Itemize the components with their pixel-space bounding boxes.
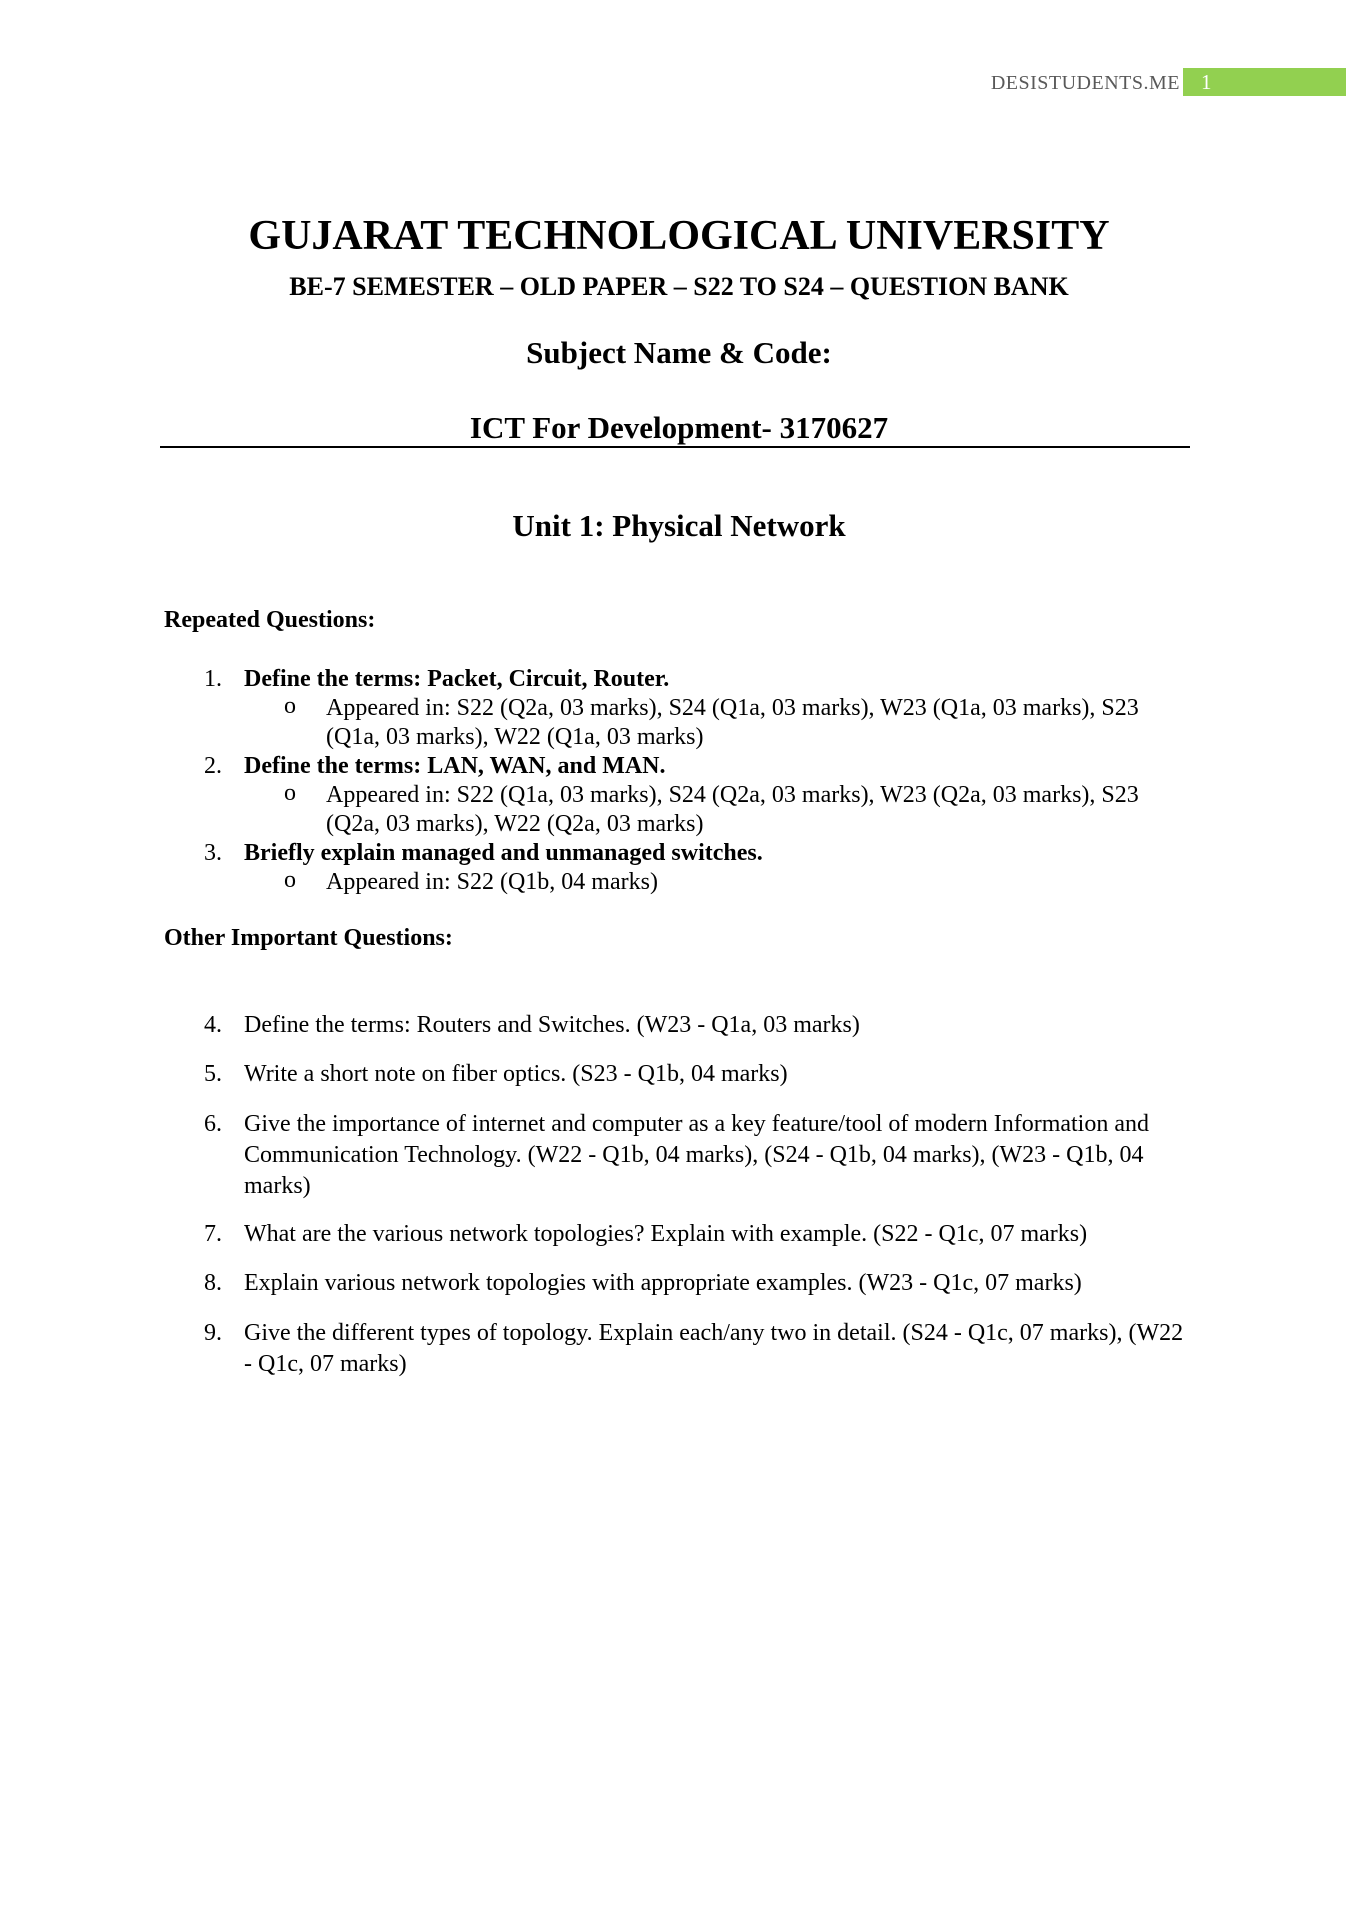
list-item bbox=[164, 1269, 1194, 1298]
document-subtitle: BE-7 SEMESTER – OLD PAPER – S22 TO S24 – QUESTION BANK bbox=[289, 272, 1069, 301]
item-number: 6. bbox=[204, 1111, 222, 1137]
list-sub-item bbox=[164, 781, 1194, 810]
other-questions-heading: Other Important Questions: bbox=[164, 925, 453, 951]
list-item bbox=[164, 752, 1194, 781]
appeared-line: (Q1a, 03 marks), W22 (Q1a, 03 marks) bbox=[326, 724, 704, 750]
list-item bbox=[164, 1109, 1194, 1202]
item-number: 4. bbox=[204, 1012, 222, 1038]
bullet: o bbox=[284, 693, 296, 719]
list-item bbox=[164, 1220, 1194, 1249]
appeared-line: Appeared in: S22 (Q1b, 04 marks) bbox=[326, 869, 658, 895]
list-item bbox=[164, 1318, 1194, 1380]
site-name: DESISTUDENTS.ME bbox=[990, 72, 1180, 94]
list-sub-item-cont bbox=[164, 810, 1194, 839]
appeared-line: (Q2a, 03 marks), W22 (Q2a, 03 marks) bbox=[326, 811, 704, 837]
repeated-questions-heading: Repeated Questions: bbox=[164, 607, 376, 633]
list-item bbox=[164, 1060, 1194, 1089]
item-question: Define the terms: LAN, WAN, and MAN. bbox=[244, 753, 666, 779]
item-number: 8. bbox=[204, 1270, 222, 1296]
title-divider bbox=[160, 446, 1190, 448]
item-text: Give the importance of internet and computer as a key feature/tool of modern Information and Communication Technology. (W22 - Q1b, 04 marks), (S24 - Q1b, 04 marks), (W23 - Q1b, 04 marks) bbox=[244, 1111, 1150, 1199]
list-item bbox=[164, 665, 1194, 694]
item-text: Write a short note on fiber optics. (S23 - Q1b, 04 marks) bbox=[244, 1061, 788, 1087]
list-sub-item bbox=[164, 694, 1194, 723]
page-number: 1 bbox=[1201, 70, 1212, 94]
item-number: 2. bbox=[204, 753, 222, 779]
appeared-line: Appeared in: S22 (Q2a, 03 marks), S24 (Q1a, 03 marks), W23 (Q1a, 03 marks), S23 bbox=[326, 695, 1139, 721]
item-question: Define the terms: Packet, Circuit, Router. bbox=[244, 666, 670, 692]
item-question: Briefly explain managed and unmanaged switches. bbox=[244, 840, 763, 866]
item-text: Explain various network topologies with appropriate examples. (W23 - Q1c, 07 marks) bbox=[244, 1270, 1082, 1296]
university-title: GUJARAT TECHNOLOGICAL UNIVERSITY bbox=[248, 213, 1110, 259]
bullet: o bbox=[284, 780, 296, 806]
list-sub-item bbox=[164, 868, 1194, 897]
item-text: Give the different types of topology. Explain each/any two in detail. (S24 - Q1c, 07 marks), (W22 - Q1c, 07 marks) bbox=[244, 1320, 1184, 1377]
list-sub-item-cont bbox=[164, 723, 1194, 752]
item-number: 5. bbox=[204, 1061, 222, 1087]
appeared-line: Appeared in: S22 (Q1a, 03 marks), S24 (Q2a, 03 marks), W23 (Q2a, 03 marks), S23 bbox=[326, 782, 1139, 808]
item-number: 9. bbox=[204, 1320, 222, 1346]
item-number: 7. bbox=[204, 1221, 222, 1247]
subject-label: Subject Name & Code: bbox=[526, 335, 832, 370]
item-text: Define the terms: Routers and Switches. (W23 - Q1a, 03 marks) bbox=[244, 1012, 860, 1038]
page-number-badge bbox=[1183, 68, 1346, 96]
unit-heading: Unit 1: Physical Network bbox=[512, 508, 846, 543]
subject-name-code: ICT For Development- 3170627 bbox=[469, 410, 889, 445]
item-text: What are the various network topologies? Explain with example. (S22 - Q1c, 07 marks) bbox=[244, 1221, 1088, 1247]
list-item bbox=[164, 1011, 1194, 1040]
bullet: o bbox=[284, 867, 296, 893]
item-number: 1. bbox=[204, 666, 222, 692]
item-number: 3. bbox=[204, 840, 222, 866]
list-item bbox=[164, 839, 1194, 868]
